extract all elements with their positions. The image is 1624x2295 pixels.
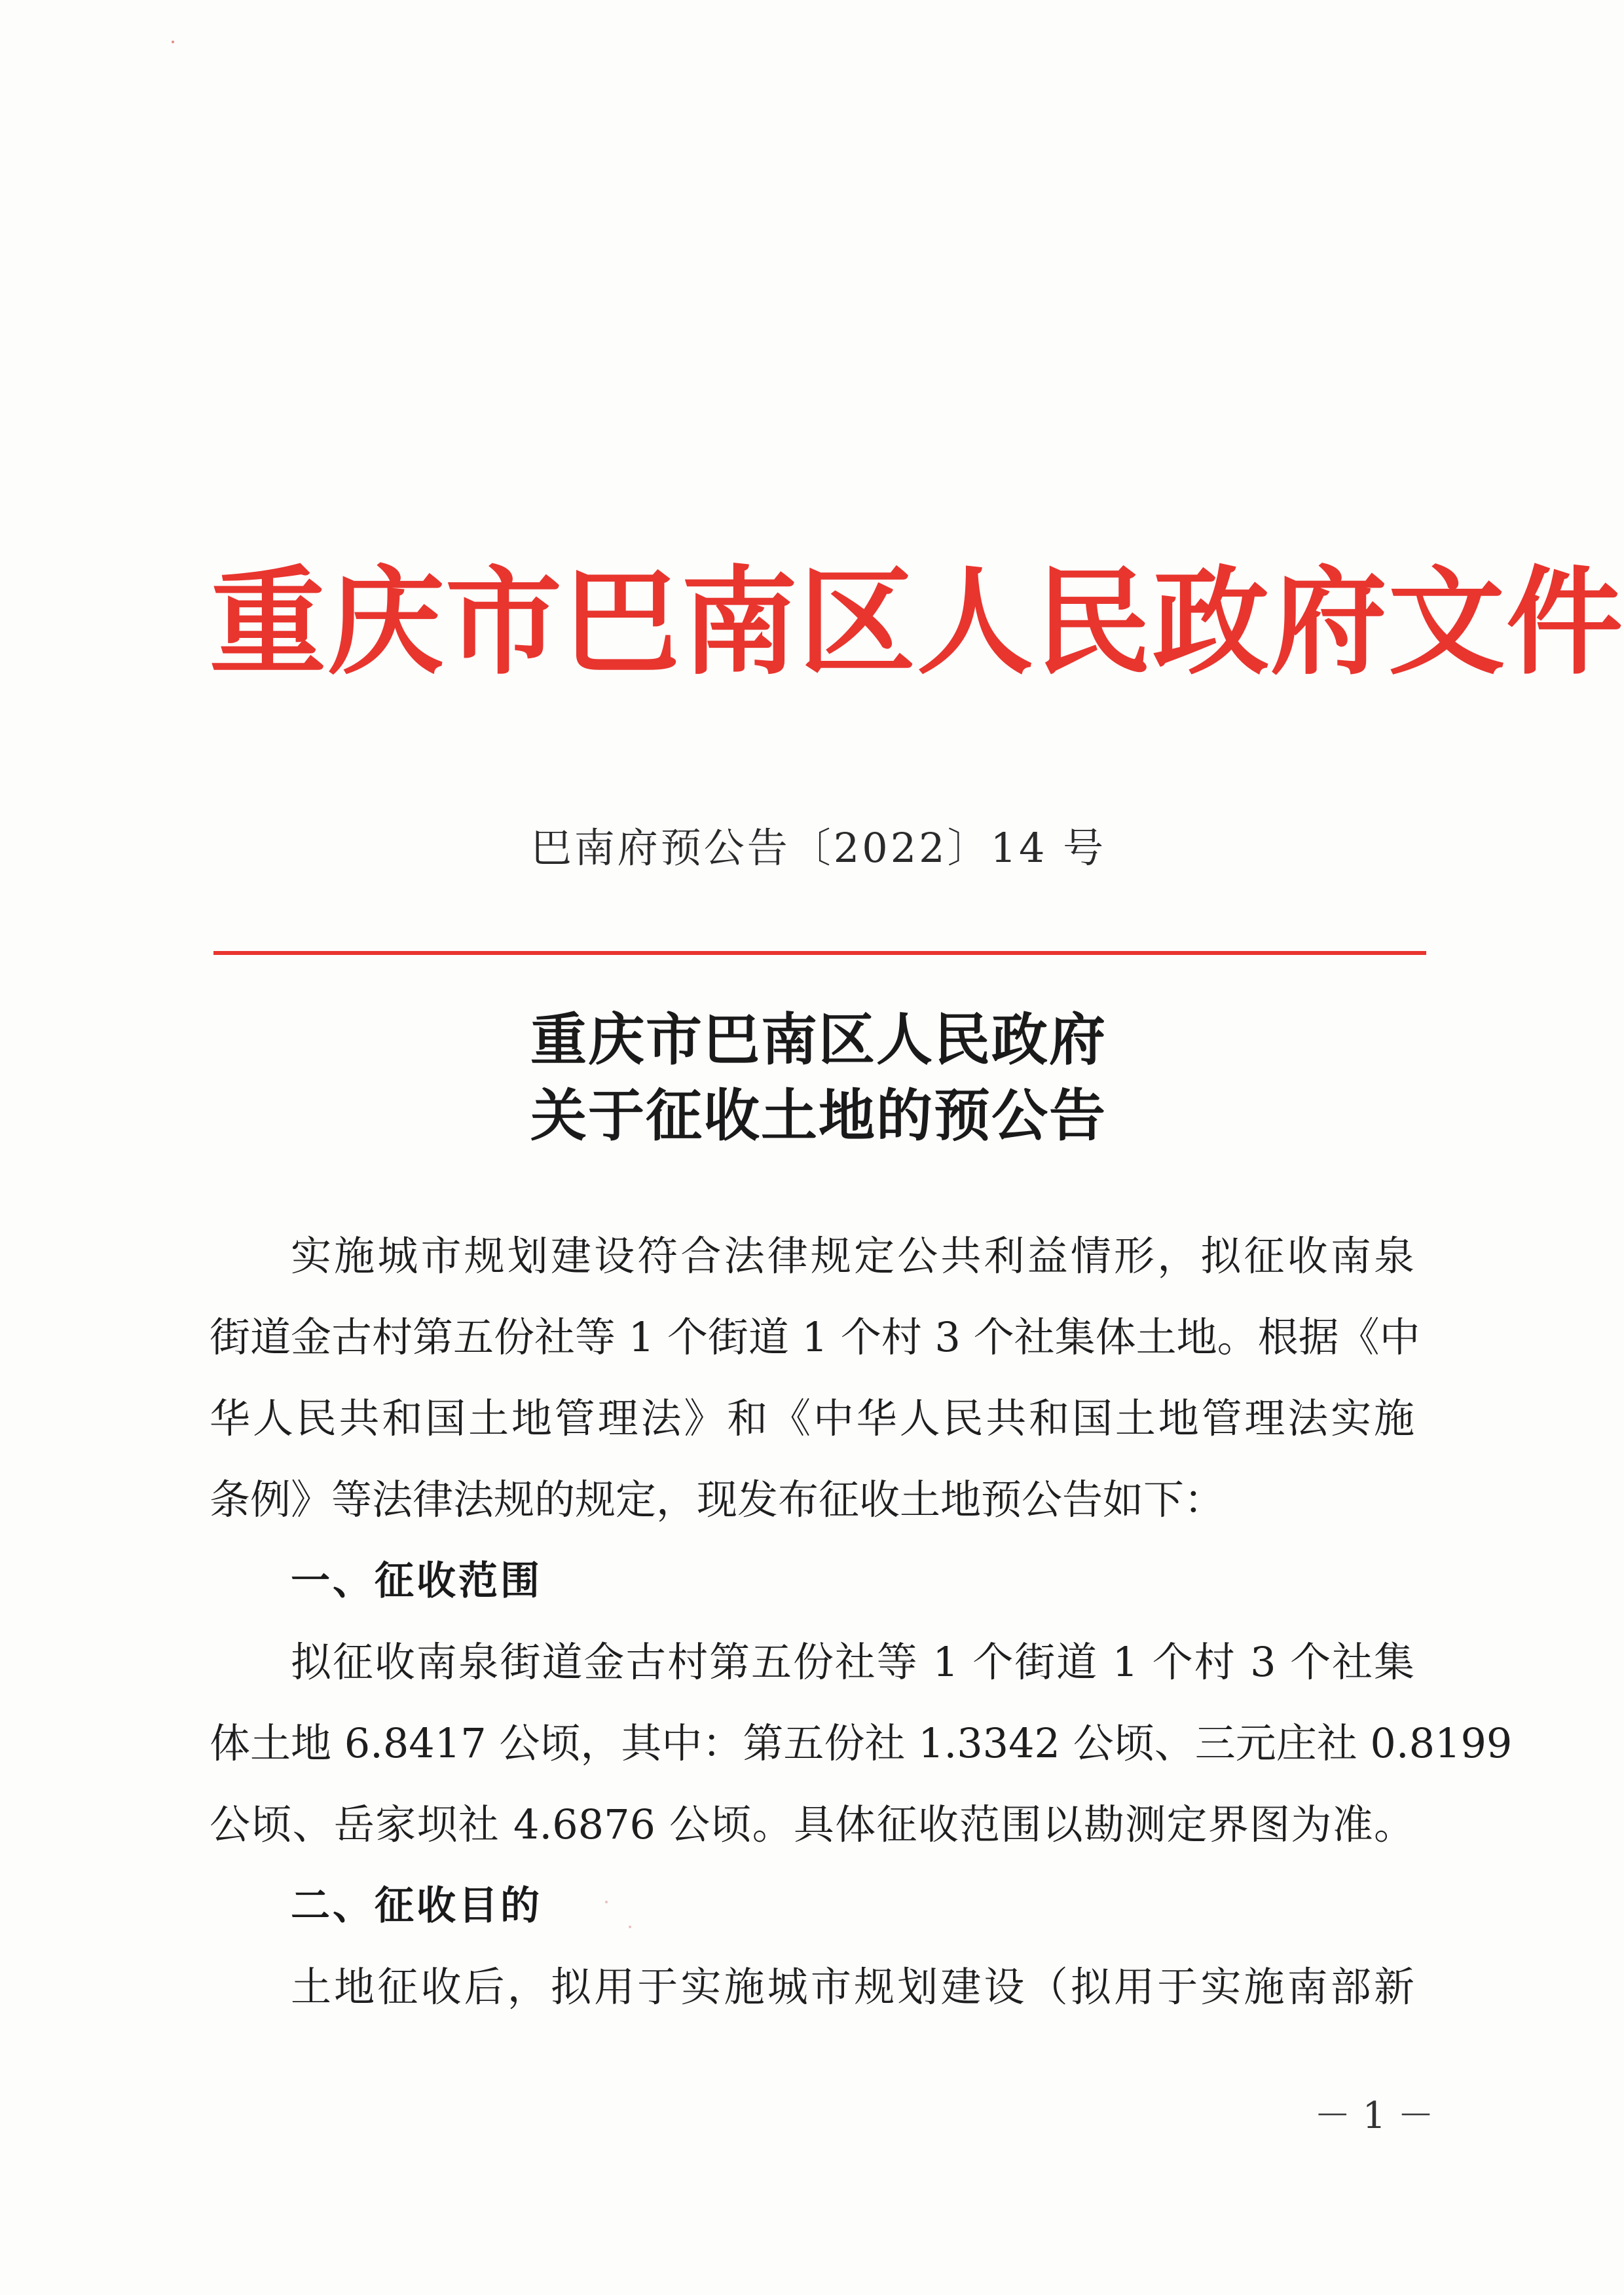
red-divider-line xyxy=(213,951,1426,955)
scan-speck xyxy=(629,1926,631,1928)
paragraph-1-line-4: 条例》等法律法规的规定，现发布征收土地预公告如下： xyxy=(210,1476,1225,1523)
notice-title-line-2: 关于征收土地的预公告 xyxy=(530,1083,1107,1149)
scan-speck xyxy=(172,41,174,43)
notice-title xyxy=(210,1002,1428,1154)
page-number: － 1 － xyxy=(1314,2095,1434,2137)
paragraph-3-line-1: 土地征收后，拟用于实施城市规划建设（拟用于实施南部新 xyxy=(291,1963,1414,2011)
paragraph-1-line-2: 街道金古村第五份社等 1 个街道 1 个村 3 个社集体土地。根据《中 xyxy=(210,1313,1420,1361)
paragraph-2-line-2: 体土地 6.8417 公顷，其中：第五份社 1.3342 公顷、三元庄社 0.8199 xyxy=(210,1719,1513,1767)
paragraph-2-line-3: 公顷、岳家坝社 4.6876 公顷。具体征收范围以勘测定界图为准。 xyxy=(210,1801,1414,1848)
paragraph-2-line-1: 拟征收南泉街道金古村第五份社等 1 个街道 1 个村 3 个社集 xyxy=(291,1638,1414,1686)
document-number: 巴南府预公告〔2022〕14 号 xyxy=(530,824,1107,872)
document-header-title: 重庆市巴南区人民政府文件 xyxy=(210,553,1624,690)
paragraph-1-line-3: 华人民共和国土地管理法》和《中华人民共和国土地管理法实施 xyxy=(210,1394,1414,1442)
section-2-heading: 二、征收目的 xyxy=(291,1883,542,1929)
paragraph-1-line-1: 实施城市规划建设符合法律规定公共利益情形，拟征收南泉 xyxy=(291,1232,1414,1280)
notice-title-line-1: 重庆市巴南区人民政府 xyxy=(530,1007,1107,1073)
section-1-heading: 一、征收范围 xyxy=(291,1558,542,1604)
scan-speck xyxy=(605,1901,608,1903)
